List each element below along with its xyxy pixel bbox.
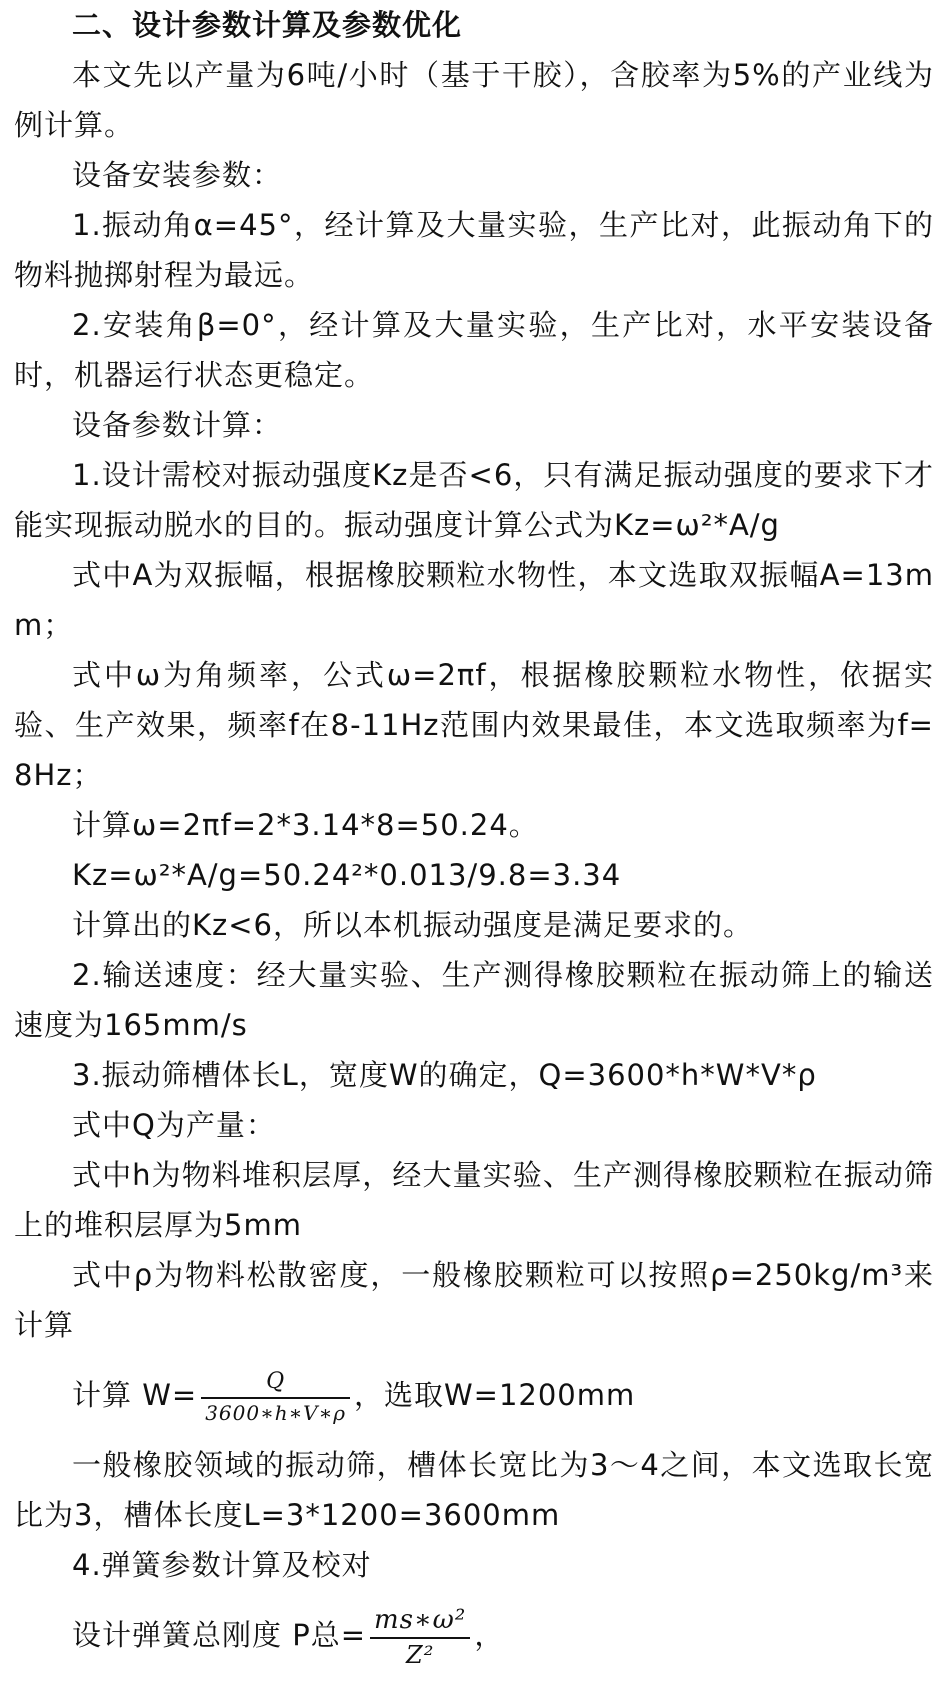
formula-width-suffix: ，选取W=1200mm: [353, 1378, 636, 1412]
paragraph: 设备参数计算：: [72, 408, 283, 442]
fraction-denominator: 3600∗h∗V∗ρ: [201, 1397, 350, 1423]
fraction-numerator: ms∗ω²: [374, 1605, 467, 1635]
fraction-denominator: Z²: [370, 1637, 470, 1667]
formula-spring-prefix: 设计弹簧总刚度 P总=: [72, 1618, 367, 1652]
fraction-spring: [370, 1607, 470, 1667]
paragraph: 4.弹簧参数计算及校对: [72, 1548, 372, 1582]
formula-width-prefix: 计算 W=: [72, 1378, 198, 1412]
paragraph: 设备安装参数：: [72, 158, 283, 192]
paragraph: 1.设计需校对振动强度Kz是否<6，只有满足振动强度的要求下才能实现振动脱水的目的。振动强度计算公式为Kz=ω²*A/g: [14, 458, 934, 542]
paragraph: 计算ω=2πf=2*3.14*8=50.24。: [72, 808, 539, 842]
paragraph: 2.安装角β=0°，经计算及大量实验，生产比对，水平安装设备时，机器运行状态更稳定。: [14, 308, 934, 392]
formula-width: [14, 1350, 934, 1440]
paragraph: 2.输送速度：经大量实验、生产测得橡胶颗粒在振动筛上的输送速度为165mm/s: [14, 958, 934, 1042]
fraction-width: [201, 1371, 350, 1423]
paragraph: 式中h为物料堆积层厚，经大量实验、生产测得橡胶颗粒在振动筛上的堆积层厚为5mm: [14, 1158, 934, 1242]
paragraph: 式中Q为产量：: [72, 1108, 276, 1142]
paragraph: 一般橡胶领域的振动筛，槽体长宽比为3～4之间，本文选取长宽比为3，槽体长度L=3*1200=3600mm: [14, 1448, 934, 1532]
formula-spring-suffix: ，: [474, 1618, 505, 1652]
paragraph: Kz=ω²*A/g=50.24²*0.013/9.8=3.34: [72, 858, 622, 892]
paragraph: 本文先以产量为6吨/小时（基于干胶），含胶率为5%的产业线为例计算。: [14, 58, 934, 142]
paragraph: 式中ρ为物料松散密度，一般橡胶颗粒可以按照ρ=250kg/m³来计算: [14, 1258, 934, 1342]
fraction-numerator: Q: [266, 1369, 286, 1394]
paragraph: 计算出的Kz<6，所以本机振动强度是满足要求的。: [72, 908, 753, 942]
formula-spring-stiffness: [14, 1590, 934, 1680]
paragraph: 1.振动角α=45°，经计算及大量实验，生产比对，此振动角下的物料抛掷射程为最远。: [14, 208, 934, 292]
section-title: 二、设计参数计算及参数优化: [72, 8, 463, 42]
paragraph: 3.振动筛槽体长L，宽度W的确定，Q=3600*h*W*V*ρ: [72, 1058, 817, 1092]
paragraph: 式中ω为角频率，公式ω=2πf，根据橡胶颗粒水物性，依据实验、生产效果，频率f在8-11Hz范围内效果最佳，本文选取频率为f=8Hz；: [14, 658, 934, 792]
paragraph: 式中A为双振幅，根据橡胶颗粒水物性，本文选取双振幅A=13mm；: [14, 558, 934, 642]
